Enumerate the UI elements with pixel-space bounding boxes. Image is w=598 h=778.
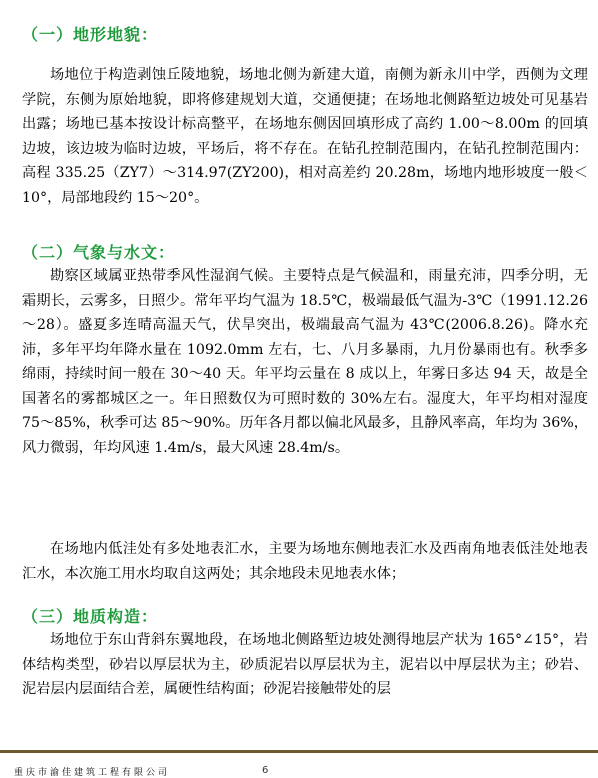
section-heading-climate: （二）气象与水文： — [22, 243, 176, 262]
paragraph-surface-water: 在场地内低洼处有多处地表汇水，主要为场地东侧地表汇水及西南角地表低洼处地表汇水，本次施工用水均取自这两处；其余地段未见地表水体； — [22, 541, 588, 582]
paragraph-geology: 场地位于东山背斜东翼地段，在场地北侧路堑边坡处测得地层产状为 165°∠15°，岩体结构类型，砂岩以厚层状为主，砂质泥岩以厚层状为主，泥岩以中厚层状为主；砂岩、泥岩层内层面结合差，属硬性结构面；砂泥岩接触带处的层 — [22, 632, 588, 697]
page-number: 6 — [262, 765, 269, 776]
footer-company-name: 重庆市渝佳建筑工程有限公司 — [14, 768, 171, 778]
paragraph-landform: 场地位于构造剥蚀丘陵地貌，场地北侧为新建大道，南侧为新永川中学，西侧为文理学院，东侧为原始地貌，即将修建规划大道，交通便捷；在场地北侧路堑边坡处可见基岩出露；场地已基本按设计标高整平，在场地东侧因回填形成了高约 1.00～8.00m 的回填边坡，该边坡为临时边坡，平场后，将不存在。在钻孔控制范围内，在钻孔控制范围内：高程 335.25（ZY7）～314.97(ZY200)，相对高差约 20.28m，场地内地形坡度一般＜10°，局部地段约 15～20°。 — [22, 67, 588, 206]
paragraph-climate: 勘察区域属亚热带季风性湿润气候。主要特点是气候温和，雨量充沛，四季分明，无霜期长，云雾多，日照少。常年平均气温为 18.5℃，极端最低气温为-3℃（1991.12.26～28）。盛夏多连晴高温天气，伏旱突出，极端最高气温为 43℃(2006.8.26)。降水充沛，多年平均年降水量在 1092.0mm 左右，七、八月多暴雨，九月份暴雨也有。秋季多绵雨，持续时间一般在 30～40 天。年平均云量在 8 成以上，年雾日多达 94 天，故是全国著名的雾都城区之一。年日照数仅为可照时数的 30%左右。湿度大，年平均相对湿度 75～85%，秋季可达 85～90%。历年各月都以偏北风最多，且静风率高，年均为 36%，风力微弱，年均风速 1.4m/s，最大风速 28.4m/s。 — [22, 268, 588, 456]
page-footer — [0, 750, 598, 777]
section-heading-landform: （一）地形地貌： — [22, 25, 159, 44]
section-heading-geology: （三）地质构造： — [22, 607, 159, 626]
footer-divider — [0, 750, 598, 753]
